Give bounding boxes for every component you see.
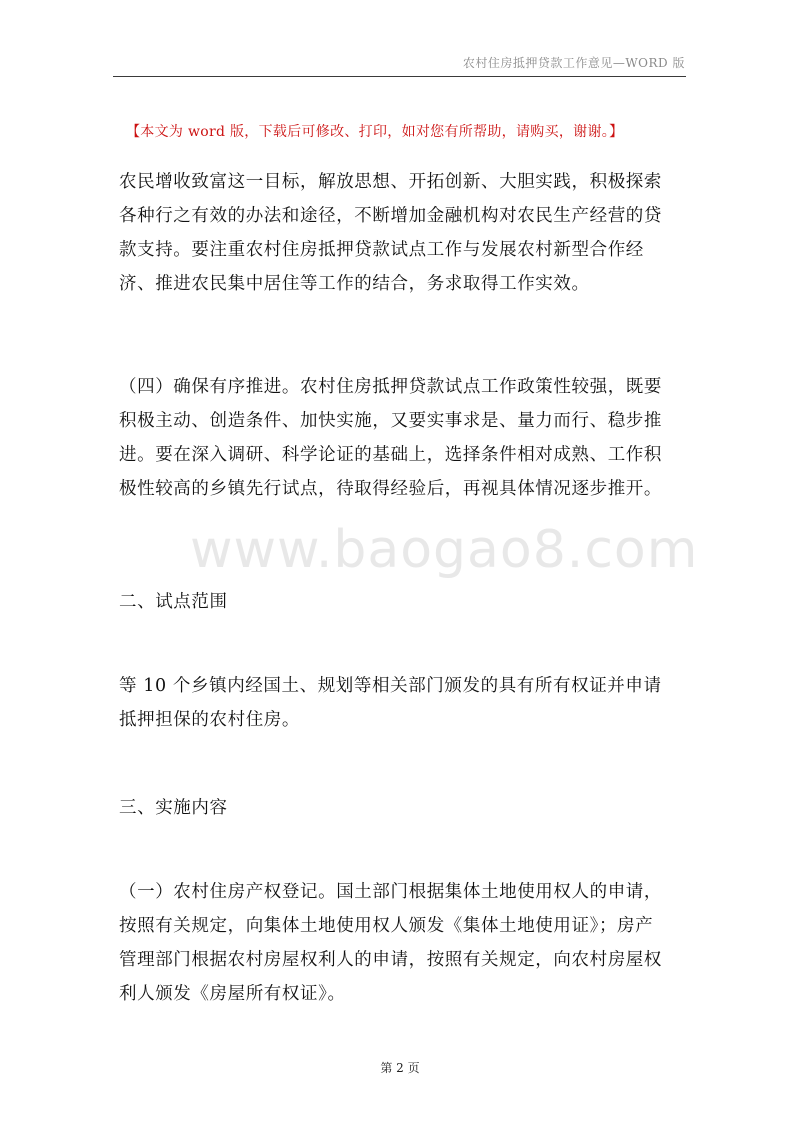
text-line: 抵押担保的农村住房。: [119, 710, 300, 730]
paragraph-content-1: [119, 875, 699, 1011]
download-notice: 【本文为 word 版，下载后可修改、打印，如对您有所帮助，请购买，谢谢。】: [126, 124, 624, 140]
text-line: 各种行之有效的办法和途径，不断增加金融机构对农民生产经营的贷: [119, 206, 662, 226]
page-number: 第 2 页: [380, 1061, 420, 1075]
text-line: 极性较高的乡镇先行试点，待取得经验后，再视具体情况逐步推开。: [119, 479, 662, 499]
text-line: （四）确保有序推进。农村住房抵押贷款试点工作政策性较强，既要: [119, 377, 662, 397]
document-header-title: 农村住房抵押贷款工作意见—WORD 版: [462, 56, 685, 70]
paragraph-body-2: [119, 370, 699, 506]
text-line: 等 10 个乡镇内经国土、规划等相关部门颁发的具有所有权证并申请: [119, 676, 662, 696]
text-line: 农民增收致富这一目标，解放思想、开拓创新、大胆实践，积极探索: [119, 172, 662, 192]
header-divider: [113, 76, 686, 77]
text-line: 利人颁发《房屋所有权证》。: [119, 984, 346, 1004]
text-line: 管理部门根据农村房屋权利人的申请，按照有关规定，向农村房屋权: [119, 950, 662, 970]
paragraph-body-1: [119, 165, 699, 301]
heading-text: 三、实施内容: [119, 798, 228, 818]
text-line: （一）农村住房产权登记。国土部门根据集体土地使用权人的申请，: [119, 882, 662, 902]
text-line: 进。要在深入调研、科学论证的基础上，选择条件相对成熟、工作积: [119, 445, 662, 465]
watermark: www.baogao8.com: [190, 520, 699, 580]
text-line: 积极主动、创造条件、加快实施，又要实事求是、量力而行、稳步推: [119, 411, 662, 431]
section-heading-scope: [119, 585, 699, 619]
text-line: 款支持。要注重农村住房抵押贷款试点工作与发展农村新型合作经: [119, 240, 644, 260]
text-line: 按照有关规定，向集体土地使用权人颁发《集体土地使用证》；房产: [119, 916, 654, 936]
heading-text: 二、试点范围: [119, 592, 228, 612]
section-heading-content: [119, 791, 699, 825]
text-line: 济、推进农民集中居住等工作的结合，务求取得工作实效。: [119, 274, 590, 294]
paragraph-scope: [119, 669, 699, 737]
